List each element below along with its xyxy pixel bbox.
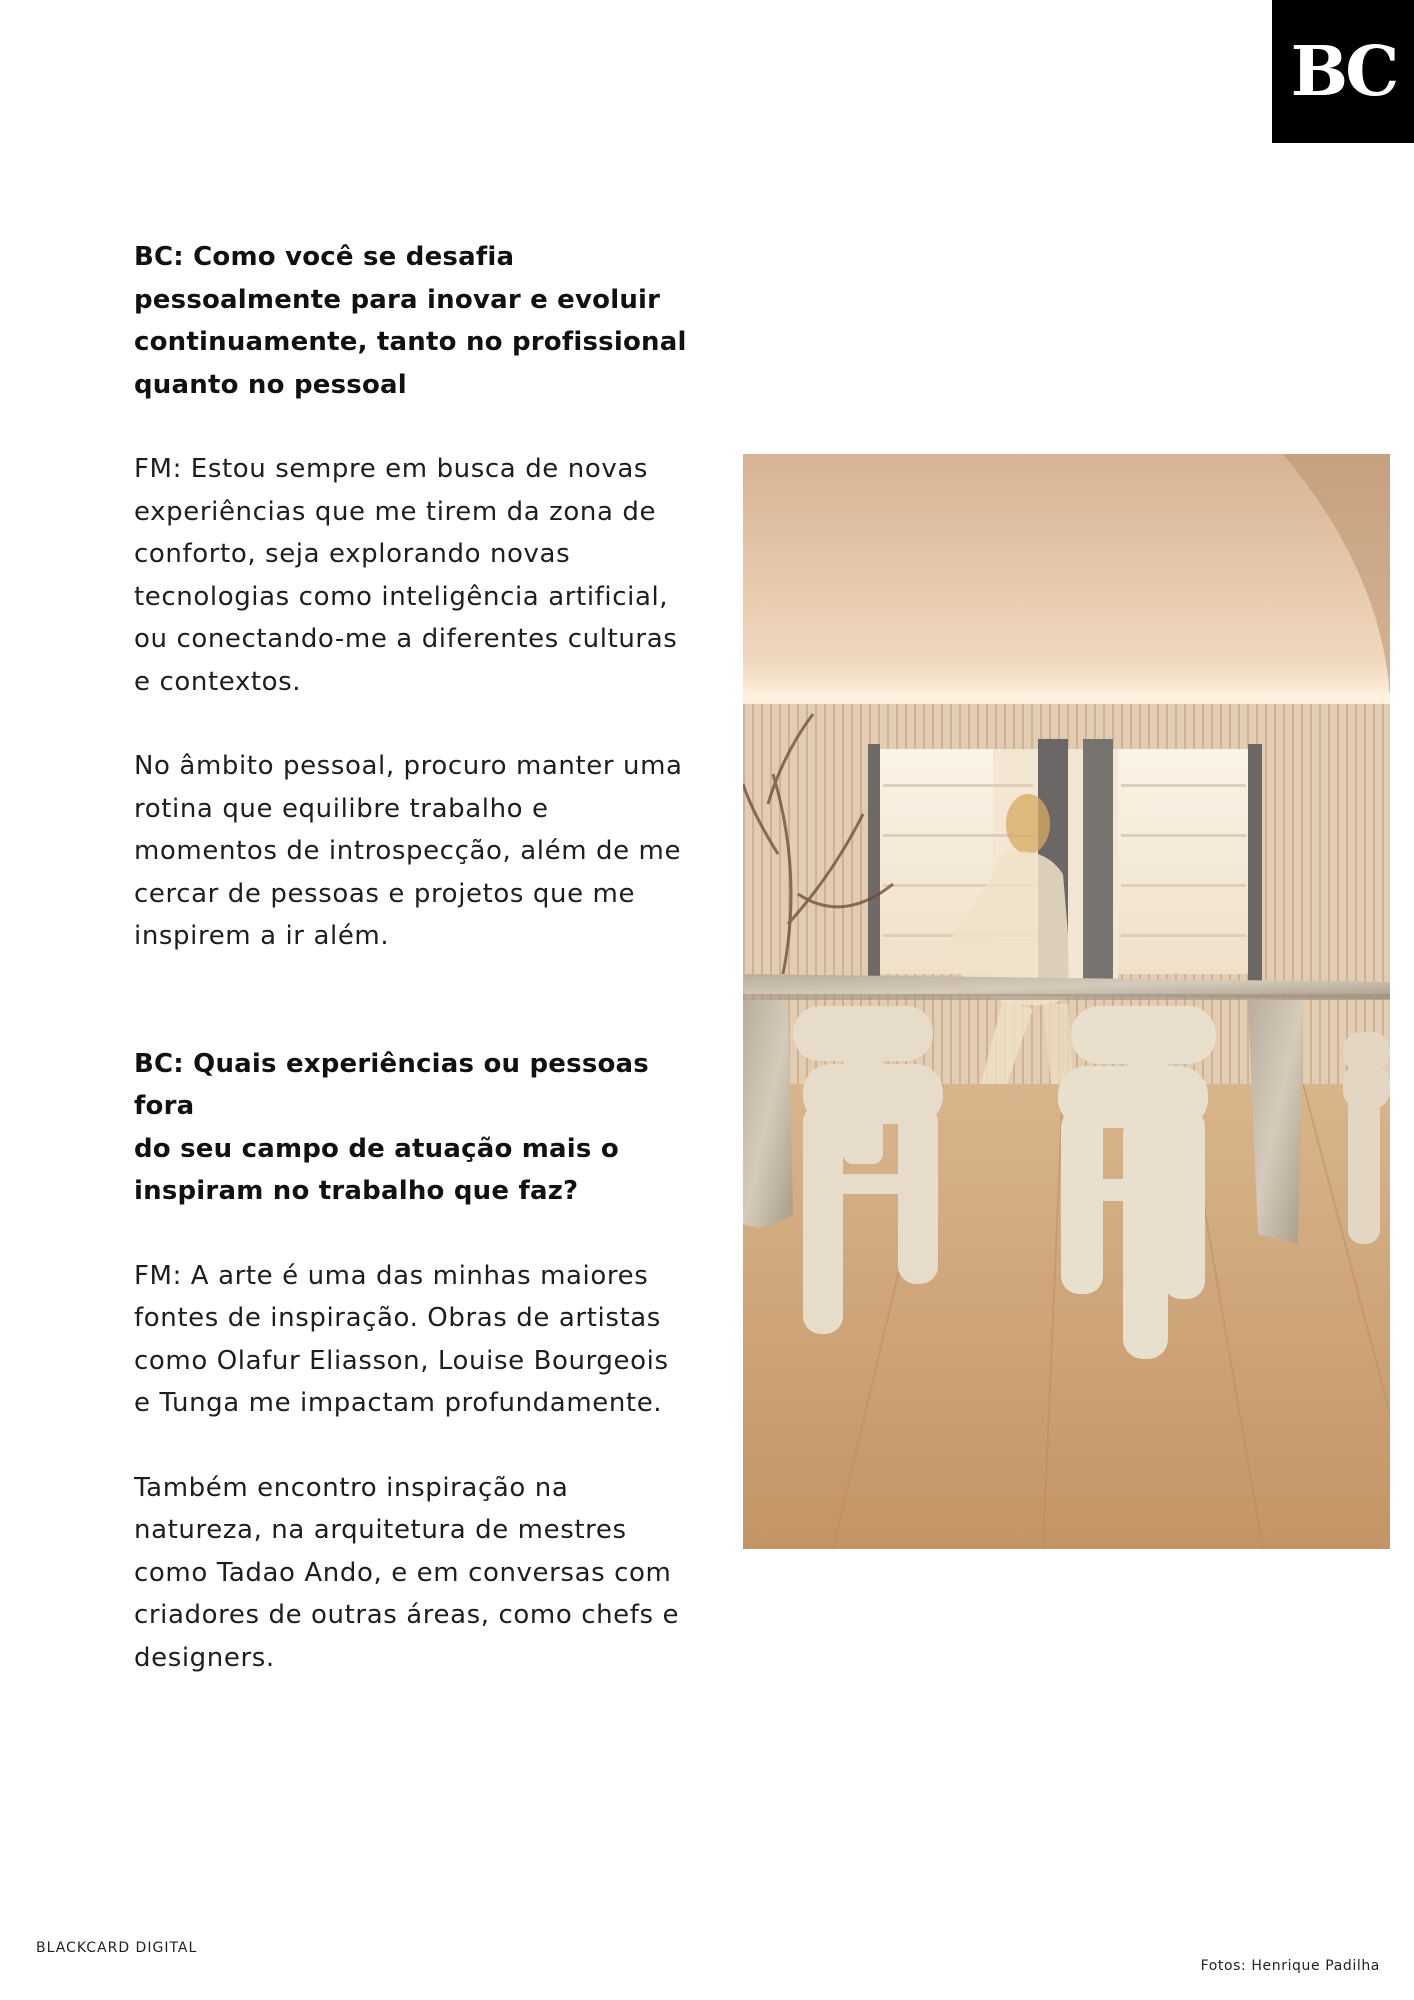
- answer-line: inspirem a ir além.: [134, 921, 390, 951]
- answer-line: como Olafur Eliasson, Louise Bourgeois: [134, 1345, 669, 1376]
- answer-line: momentos de introspecção, além de me: [134, 836, 682, 866]
- answer-line: experiências que me tirem da zona de: [134, 496, 657, 527]
- question-1: [134, 236, 714, 406]
- answer-line: natureza, na arquitetura de mestres: [134, 1515, 627, 1545]
- answer-line: No âmbito pessoal, procuro manter uma: [134, 751, 683, 781]
- question-1-line: pessoalmente para inovar e evoluir: [134, 284, 661, 315]
- footer-brand: BLACKCARD DIGITAL: [36, 1940, 198, 1956]
- answer-line: fontes de inspiração. Obras de artistas: [134, 1303, 661, 1333]
- question-1-line: continuamente, tanto no profissional: [134, 327, 687, 357]
- interview-text: [134, 236, 714, 1679]
- answer-line: como Tadao Ando, e em conversas com: [134, 1557, 672, 1588]
- question-2-line: BC: Quais experiências ou pessoas fora: [134, 1048, 649, 1121]
- answer-line: conforto, seja explorando novas: [134, 539, 571, 569]
- answer-line: e Tunga me impactam profundamente.: [134, 1388, 663, 1418]
- answer-line: e contextos.: [134, 666, 302, 697]
- answer-line: FM: Estou sempre em busca de novas: [134, 454, 649, 484]
- photo-credit: Fotos: Henrique Padilha: [1200, 1958, 1380, 1974]
- answer-2-paragraph-1: [134, 1255, 714, 1425]
- answer-line: cercar de pessoas e projetos que me: [134, 878, 636, 909]
- brand-logo: BC: [1272, 0, 1414, 143]
- question-2-line: do seu campo de atuação mais o: [134, 1133, 619, 1164]
- answer-line: designers.: [134, 1642, 275, 1673]
- answer-line: FM: A arte é uma das minhas maiores: [134, 1260, 649, 1291]
- answer-line: ou conectando-me a diferentes culturas: [134, 624, 678, 654]
- question-2-line: inspiram no trabalho que faz?: [134, 1176, 579, 1206]
- question-2: [134, 1043, 714, 1213]
- answer-2-paragraph-2: [134, 1467, 714, 1680]
- answer-line: tecnologias como inteligência artificial,: [134, 581, 669, 612]
- interior-photo: [743, 454, 1390, 1549]
- answer-1-paragraph-1: [134, 448, 714, 703]
- question-1-line: BC: Como você se desafia: [134, 242, 515, 272]
- question-1-line: quanto no pessoal: [134, 369, 407, 400]
- answer-1-paragraph-2: [134, 745, 714, 958]
- answer-line: criadores de outras áreas, como chefs e: [134, 1600, 680, 1630]
- answer-line: Também encontro inspiração na: [134, 1472, 569, 1503]
- answer-line: rotina que equilibre trabalho e: [134, 793, 549, 824]
